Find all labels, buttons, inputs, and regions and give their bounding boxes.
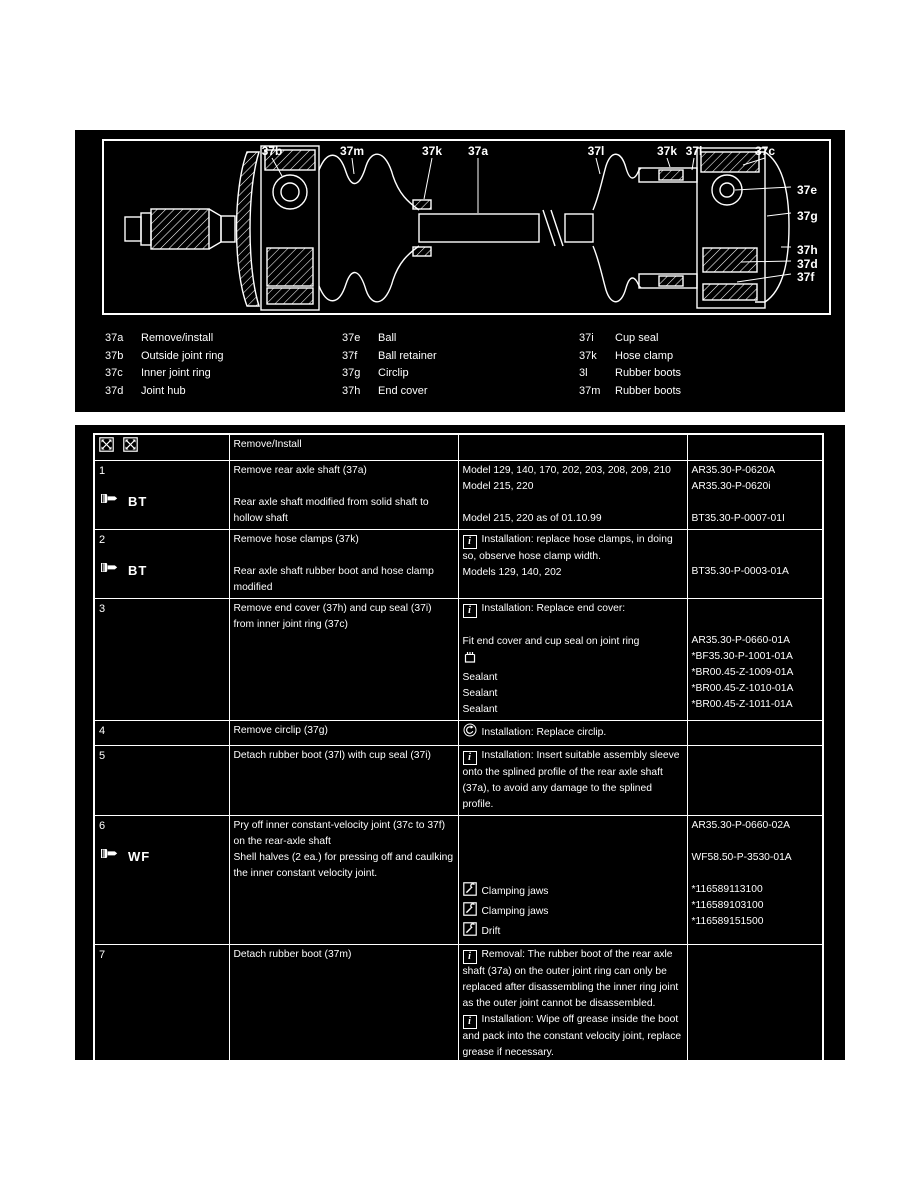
diagram-callout: 37c: [754, 144, 776, 158]
legend-code: 3l: [579, 367, 588, 379]
note-line: [463, 670, 683, 686]
reference-badge: [99, 561, 225, 580]
document-number: [692, 681, 819, 697]
step-number-cell: [94, 530, 229, 599]
legend-label: Hose clamp: [615, 349, 674, 362]
notes-cell: [458, 461, 687, 530]
step-number-cell: [94, 746, 229, 816]
document-number-cell: [687, 816, 823, 945]
document-number-text: AR35.30-P-0620A: [691, 465, 776, 476]
legend-item: [105, 350, 342, 368]
table-row: [94, 816, 823, 945]
notes-cell: [458, 721, 687, 746]
step-number-cell: [94, 461, 229, 530]
document-number: [692, 649, 819, 665]
table-row: [94, 945, 823, 1133]
note-line-text: Model 215, 220: [462, 481, 534, 492]
pointing-hand-icon: [99, 561, 118, 580]
note-line: [463, 463, 683, 479]
info-icon: i: [463, 604, 477, 618]
procedure-line-text: Remove hose clamps (37k): [233, 534, 359, 545]
procedure-cell: [229, 945, 458, 1133]
reference-badge-label: WF: [128, 848, 151, 864]
diagram-callout: 37k: [421, 144, 443, 158]
note-line: [463, 723, 683, 743]
note-line: [463, 479, 683, 495]
tool-icon: [463, 902, 477, 922]
legend-item: [105, 385, 342, 403]
legend-item: [579, 385, 815, 403]
step-number: 6: [99, 820, 106, 832]
legend-code: 37i: [579, 332, 594, 344]
document-number-cell: [687, 530, 823, 599]
step-number-cell: [94, 816, 229, 945]
sealant-icon: [463, 650, 477, 670]
note-line: [463, 601, 683, 618]
note-line: [463, 947, 683, 1012]
document-number-text: *BR00.45-Z-1010-01A: [691, 683, 794, 694]
notes-cell: [458, 530, 687, 599]
note-line-text: Installation: Replace circlip.: [481, 727, 607, 738]
note-line-text: Model 215, 220 as of 01.10.99: [462, 513, 602, 524]
notes-cell: [458, 816, 687, 945]
sealant-icon: [463, 1061, 477, 1081]
procedure-table: [93, 433, 824, 1133]
diagram-callout: 37g: [797, 209, 818, 223]
table-header-empty-cell-1: [458, 434, 687, 461]
legend-label: Outside joint ring: [141, 349, 224, 362]
procedure-line-text: Remove rear axle shaft (37a): [233, 465, 367, 476]
table-row: [94, 721, 823, 746]
legend-label: Inner joint ring: [141, 367, 211, 379]
legend-item: [579, 332, 815, 350]
legend-code: 37a: [105, 332, 124, 344]
tool-icon: [463, 922, 477, 942]
step-number-cell: [94, 599, 229, 721]
legend-item: [342, 332, 579, 350]
rotate-icon: [463, 723, 477, 743]
legend-label: End cover: [378, 384, 428, 397]
procedure-line: [234, 564, 454, 596]
step-number: 2: [99, 534, 106, 546]
note-line: [463, 902, 683, 922]
notes-cell: [458, 746, 687, 816]
document-number-text: *116589103100: [691, 900, 764, 911]
note-line-text: Model 129, 140, 170, 202, 203, 208, 209, 210: [462, 465, 671, 476]
document-number: [692, 665, 819, 681]
document-number: [692, 463, 819, 479]
procedure-cell: [229, 816, 458, 945]
document-number: [692, 818, 819, 834]
note-line-text: Installation: Insert suitable assembly sleeve onto the splined profile of the rear axle shaft (37a), to avoid any damage to the splined profile.: [462, 750, 680, 810]
note-line-text: Drift: [481, 926, 501, 937]
legend-label: Circlip: [378, 367, 409, 379]
table-header-title-cell: [229, 434, 458, 461]
info-icon: i: [463, 1015, 477, 1029]
note-line-text: Sealant: [462, 704, 498, 715]
procedure-line: [234, 818, 454, 850]
step-number-cell: [94, 721, 229, 746]
procedure-line-text: Detach rubber boot (37m): [233, 949, 352, 960]
step-number: 3: [99, 603, 106, 615]
document-number-cell: [687, 746, 823, 816]
diagram-callout: 37b: [261, 144, 283, 158]
document-number-text: AR35.30-P-0660-02A: [691, 820, 790, 831]
note-line: [463, 686, 683, 702]
procedure-table-panel: [75, 425, 845, 1126]
note-line-text: Sealant: [462, 688, 498, 699]
document-number-text: AR35.30-P-0620i: [691, 481, 771, 492]
diagram-callout: 37f: [797, 270, 815, 284]
procedure-line-text: Shell halves (2 ea.) for pressing off and caulking the inner constant velocity joint.: [233, 852, 454, 879]
legend-item: [579, 367, 815, 385]
legend-code: 37h: [342, 384, 361, 397]
step-number: 1: [99, 465, 106, 477]
diagram-callout: 37h: [797, 243, 818, 257]
note-line-text: Installation: Wipe off grease inside the boot and pack into the constant velocity joint, replace grease if necessary.: [462, 1014, 682, 1058]
procedure-line-text: Detach rubber boot (37l) with cup seal (37i): [233, 750, 431, 761]
procedure-line: [234, 532, 454, 548]
document-number: [692, 511, 819, 527]
procedure-line-text: Rear axle shaft modified from solid shaft to hollow shaft: [233, 497, 429, 524]
diagram-callout: 37a: [467, 144, 489, 158]
note-line: [463, 702, 683, 718]
document-number-text: *BR00.45-Z-1009-01A: [691, 667, 794, 678]
note-line: [463, 748, 683, 813]
document-number: [692, 850, 819, 866]
step-number: 5: [99, 750, 106, 762]
procedure-line: [234, 850, 454, 882]
note-line-text: Removal: The rubber boot of the rear axle shaft (37a) on the outer joint ring can only be replaced after disassembling the inner ring joint as the outer joint cannot be disassembled.: [462, 949, 679, 1009]
note-line-text: Installation: replace hose clamps, in doing so, observe hose clamp width.: [462, 534, 673, 562]
document-number-cell: [687, 461, 823, 530]
note-line-text: Clamping jaws: [481, 906, 549, 917]
reference-badge-label: BT: [128, 493, 148, 509]
tool-icon: [463, 882, 477, 902]
legend-item: [342, 350, 579, 368]
note-line: [463, 1012, 683, 1061]
legend-label: Joint hub: [141, 384, 186, 397]
legend-code: 37d: [105, 384, 124, 397]
step-number: 7: [99, 949, 106, 961]
document-number-text: *116589113100: [691, 884, 763, 895]
reference-badge-label: BT: [128, 562, 148, 578]
legend-label: Rubber boots: [615, 367, 682, 379]
procedure-line: [234, 723, 454, 739]
info-icon: i: [463, 535, 477, 549]
legend-code: 37k: [579, 349, 597, 362]
table-header-title: Remove/Install: [233, 439, 302, 450]
note-line: [463, 511, 683, 527]
legend-code: 37g: [342, 367, 361, 379]
table-row: [94, 461, 823, 530]
pointing-hand-icon: [99, 847, 118, 866]
diagram-callout: 37l: [685, 144, 703, 158]
diagram-callout: 37m: [339, 144, 365, 158]
legend-label: Cup seal: [615, 332, 659, 344]
legend-item: [105, 367, 342, 385]
document-number-text: BT35.30-P-0003-01A: [691, 566, 789, 577]
table-row: [94, 599, 823, 721]
procedure-line: [234, 947, 454, 963]
procedure-line-text: Remove circlip (37g): [233, 725, 328, 736]
document-number: [692, 564, 819, 580]
reference-badge: [99, 492, 225, 511]
document-number-cell: [687, 599, 823, 721]
legend-code: 37m: [579, 384, 601, 397]
legend-item: [105, 332, 342, 350]
document-number-text: *BF35.30-P-1001-01A: [691, 651, 793, 662]
procedure-cell: [229, 599, 458, 721]
document-number-text: *BR00.45-Z-1011-01A: [691, 699, 793, 710]
document-number-cell: [687, 721, 823, 746]
document-number: [692, 1059, 819, 1075]
document-number: [692, 479, 819, 495]
legend-item: [579, 350, 815, 368]
legend-code: 37c: [105, 367, 123, 379]
note-line: [463, 882, 683, 902]
diagram-callout: 37k: [656, 144, 678, 158]
table-header-row: [94, 434, 823, 461]
procedure-line-text: Remove end cover (37h) and cup seal (37i) from inner joint ring (37c): [233, 603, 432, 630]
table-header-empty-cell-2: [687, 434, 823, 461]
note-line-text: Fit end cover and cup seal on joint ring: [462, 636, 640, 647]
table-header-icons-cell: [94, 434, 229, 461]
document-number: [692, 914, 819, 930]
diagram-panel: [75, 130, 845, 412]
legend-label: Ball retainer: [378, 349, 437, 362]
table-row: [94, 746, 823, 816]
note-line: [463, 532, 683, 565]
legend-label: Ball: [378, 332, 397, 344]
step-number: 4: [99, 725, 106, 737]
note-line-text: Models 129, 140, 202: [462, 567, 562, 578]
diagram-legend: [105, 332, 821, 402]
note-line-text: Sealant: [462, 672, 498, 683]
document-number-cell: [687, 945, 823, 1133]
document-number: [692, 697, 819, 713]
legend-code: 37f: [342, 349, 358, 362]
pointing-hand-icon: [99, 492, 118, 511]
document-number-text: *116589151500: [691, 916, 764, 927]
procedure-line-text: Rear axle shaft rubber boot and hose clamp modified: [233, 566, 434, 593]
procedure-line: [234, 748, 454, 764]
expand-icon[interactable]: [123, 437, 138, 458]
note-line-text: Clamping jaws: [481, 886, 549, 897]
legend-label: Rubber boots: [615, 384, 682, 397]
document-number-text: *BF35.30-P-1002-01A: [691, 1061, 793, 1072]
procedure-cell: [229, 721, 458, 746]
note-line: [463, 922, 683, 942]
legend-code: 37b: [105, 349, 124, 362]
note-line-text: To pull on the rubber boot, attach a suitable assembly sleeve to the splined profile of the rear axle shaft (37a).: [462, 1083, 663, 1126]
diagram-callout: 37e: [797, 183, 818, 197]
expand-icon[interactable]: [99, 437, 114, 458]
procedure-cell: [229, 461, 458, 530]
procedure-line: [234, 495, 454, 527]
reference-badge: [99, 847, 225, 866]
document-number: [692, 633, 819, 649]
note-line: [463, 1081, 683, 1129]
note-line-text: Installation: Replace end cover:: [481, 603, 626, 614]
table-row: [94, 530, 823, 599]
info-icon: i: [463, 950, 477, 964]
legend-label: Remove/install: [141, 332, 214, 344]
notes-cell: [458, 599, 687, 721]
procedure-cell: [229, 530, 458, 599]
procedure-line: [234, 601, 454, 633]
axle-artwork: [125, 146, 789, 310]
procedure-line-text: Pry off inner constant-velocity joint (37c to 37f) on the rear-axle shaft: [233, 820, 446, 847]
diagram-callout: 37d: [797, 257, 818, 271]
document-number-text: AR35.30-P-0660-01A: [691, 635, 790, 646]
procedure-line: [234, 463, 454, 479]
document-number-text: BT35.30-P-0007-01I: [691, 513, 785, 524]
note-line: [463, 1061, 683, 1081]
legend-code: 37e: [342, 332, 361, 344]
note-line: [463, 650, 683, 670]
axle-shaft-diagram: [75, 130, 845, 326]
step-number-cell: [94, 945, 229, 1133]
legend-item: [342, 367, 579, 385]
document-number: [692, 898, 819, 914]
note-line: [463, 634, 683, 650]
diagram-callout: 37l: [587, 144, 605, 158]
document-number-text: WF58.50-P-3530-01A: [691, 852, 792, 863]
info-icon: i: [463, 751, 477, 765]
notes-cell: [458, 945, 687, 1133]
document-number: [692, 882, 819, 898]
note-line: [463, 565, 683, 581]
legend-item: [342, 385, 579, 403]
procedure-cell: [229, 746, 458, 816]
